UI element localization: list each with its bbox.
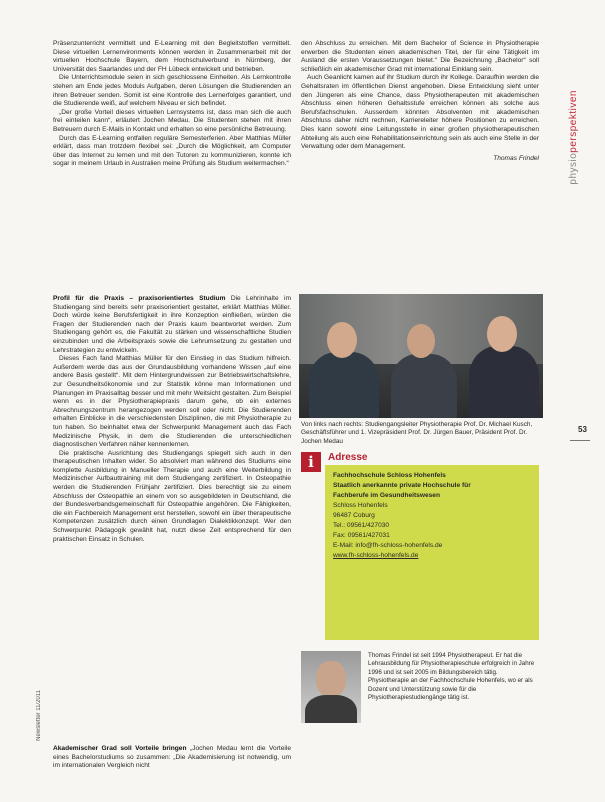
paragraph: Präsenzunterricht vermittelt und E-Learning mit den Begleitstoffen vermittelt. Diese virtuellen Lernenvironments können werden in Zusammenarbeit mit der virtuellen Hochschule Bayern, dem Hochschulverbund in Nürnberg, der Universität des Saarlandes und der FH Lübeck entwickelt und betrieben.: [53, 40, 291, 73]
section-heading: Profil für die Praxis – praxisorientiertes Studium: [53, 295, 226, 302]
institution-name: Fachhochschule Schloss Hohenfels: [333, 472, 446, 479]
paragraph: Die praktische Ausrichtung des Studiengangs spiegelt sich auch in den therapeutischen Inhalten wider. So absolviert man während des Studiums eine komplette Ausbildung in Manueller Therapie und auch eine Weiterbildung in Medizinischer Aufbauttraining mit dem Studiengang zertifiziert. In Osteopathie werden die Studierenden Frühjahr zertifiziert. Dies berechtigt sie zu einem Abschluss der Osteopathie an einem von so ausgebildeten in Deutschland, die der Bundesverbandsgemeinschaft für Osteopathie angehören. Die Fähigkeiten, die ein Fachbereich Management erst herstellen, sowohl ein über therapeutische Kompetenzen zusätzlich durch einen Grundlagen Dialektikkonzept. Wer den Schwerpunkt Pädagogik gewählt hat, nutzt diese Zeit entsprechend für den praktischen Einsatz in Schulen.: [53, 449, 291, 543]
institution-line: Staatlich anerkannte private Hochschule für: [333, 482, 471, 489]
issue-label: Newsletter 11/2011: [36, 690, 42, 741]
paragraph: Die Lehrinhalte im Studiengang sind bereits sehr praxisorientiert gestaltet, erklärt Matthias Müller. Doch würde keine Berufsfertigkeit in ihre Konzeption einfließen, würden die Fragen der Studierenden nach der Praxis kaum beantwortet werden. Zum Studiengang gehört es, die Fakultät zu stärken und wissenschaftliche Studien einzubinden und die Arbeitspraxis sowie die Lehrumsetzung zu gestalten und Lehrstrategien zu entwickeln.: [53, 295, 291, 354]
author-portrait: [301, 651, 361, 723]
address-email[interactable]: E-Mail: info@fh-schloss-hohenfels.de: [333, 542, 443, 549]
address-box: [325, 465, 539, 640]
address-city: 96487 Coburg: [333, 512, 375, 519]
left-column-bottom: [53, 745, 291, 771]
left-column-top: [53, 40, 291, 169]
bottom-heading: Akademischer Grad soll Vorteile bringen: [53, 745, 187, 752]
website-link[interactable]: www.fh-schloss-hohenfels.de: [333, 552, 419, 559]
left-column-middle: [53, 295, 291, 544]
author-bio: Thomas Frindel ist seit 1994 Physiotherapeut. Er hat die Lehrausbildung für Physiotherapieschule erfolgreich in Jahre 1996 und ist seit 2005 im Bildungsbereich tätig. Physiotherapie an der Fachhochschule Hohenfels, wo er als Dozent und Unterstützung sowie für die Physiotherapiestudiengänge tätig ist.: [368, 652, 535, 702]
page-number-rule: [570, 440, 590, 441]
brand-label: [568, 90, 579, 185]
paragraph: Auch Geanlicht kamen auf ihr Studium durch ihr Kollege. Daraufhin werden die Gehaltsraten im öffentlichen Dienst angehoben. Diese Entwicklung sieht unter den Jüngeren als eine Chance, dass Physiotherapeuten mit akademischen Abschluss einen höheren Gehaltsstufe erreichen können als solche aus Berufsfachschulen. Ausserdem könnten Absolventen mit akademischen Abschluss daher nicht rechnen, Karriereleiter höhere Positionen zu erreichen. Dies kann sowohl eine Leitungsstelle in einer großen physiotherapeutischen Abteilung als auch eine Rehabilitationseinrichtung sein als auch eine Stelle in der Verwaltung oder dem Management.: [301, 74, 539, 151]
address-phone: Tel.: 09561/427030: [333, 522, 390, 529]
paragraph: „Jochen Medau lernt die Vorteile eines Bachelorstudiums so zusammen: „Die Akademisierung ist notwendig, um im internationalen Vergleich nicht: [53, 745, 291, 770]
paragraph: den Abschluss zu erreichen. Mit dem Bachelor of Science in Physiotherapie erwerben die Studenten einen akademischen Titel, der für eine Tätigkeit im Ausland die ersten Voraussetzungen bietet.“ Die Bezeichnung „Bachelor“ soll schließlich ein akademischer Grad mit international Einklang sein.: [301, 40, 539, 73]
group-photo: [299, 294, 543, 418]
right-column-top: [301, 40, 539, 163]
page-number: 53: [578, 425, 587, 434]
institution-line: Fachberufe im Gesundheitswesen: [333, 492, 440, 499]
author-name: Thomas Frindel: [493, 154, 539, 162]
paragraph: Dieses Fach fand Matthias Müller für den Einstieg in das Studium hilfreich. Außerdem werde das aus der Grundausbildung vorhandene Wissen „auf eine andere Basis gestellt“. Mit dem Hintergrundwissen zur Betriebswirtschaftslehre, zur Gesundheitsökonomie und zur Statistik könne man Informationen und Planungen im Praxisalltag besser und mit mehr Weitsicht gestalten. Zum Beispiel wenn es in der Physiotherapiepraxis darum gehe, ob ein externes Abrechnungszentrum herangezogen werden soll oder nicht. Die Studierenden erhalten Einblicke in die verschiedensten Disziplinen, die mit Physiotherapie zu tun haben. So beinhaltet etwa der Schwerpunkt Management auch das Fach Medizinische Physik, in dem die Studierenden die unterschiedlichen diagnostischen Verfahren näher kennenlernen.: [53, 355, 291, 449]
info-icon: i: [301, 452, 321, 472]
adresse-title: Adresse: [328, 452, 368, 463]
paragraph: Durch das E-Learning entfallen reguläre Semesterferien. Aber Matthias Müller erklärt, dass man trotzdem flexibel sei: „Durch die Möglichkeit, am Computer über das Internet zu lernen und mit den Tutoren zu kommunizieren, konnte ich sogar in meinem Urlaub in Australien meine Prüfung als Studium weitermachen.“: [53, 134, 291, 168]
brand-prefix: physio: [568, 152, 579, 185]
brand-suffix: perspektiven: [568, 90, 579, 153]
paragraph: „Der große Vorteil dieses virtuellen Lernsystems ist, dass man sich die auch frei einteilen kann“, erläutert Jochen Medau. Die Studenten stehen mit ihren Betreuern durch E-Mails in Kontakt und erhalten so eine persönliche Betreuung.: [53, 108, 291, 133]
address-fax: Fax: 09561/427031: [333, 532, 390, 539]
photo-caption: Von links nach rechts: Studiengangsleiter Physiotherapie Prof. Dr. Michael Kusch, Geschäftsführer und 1. Vizepräsident Prof. Dr. Jürgen Bauer, Präsident Prof. Dr. Jochen Medau: [301, 421, 533, 445]
address-street: Schloss Hohenfels: [333, 502, 388, 509]
paragraph: Die Unterrichtsmodule seien in sich geschlossene Einheiten. Als Lernkontrolle stehen am Ende jedes Moduls Aufgaben, deren Lösungen die Studierenden an ihren Betreuer senden. Somit ist eine Kontrolle des Lernerfolges garantiert, und die Studierende weiß, auf welchem Niveau er sich befindet.: [53, 74, 291, 108]
